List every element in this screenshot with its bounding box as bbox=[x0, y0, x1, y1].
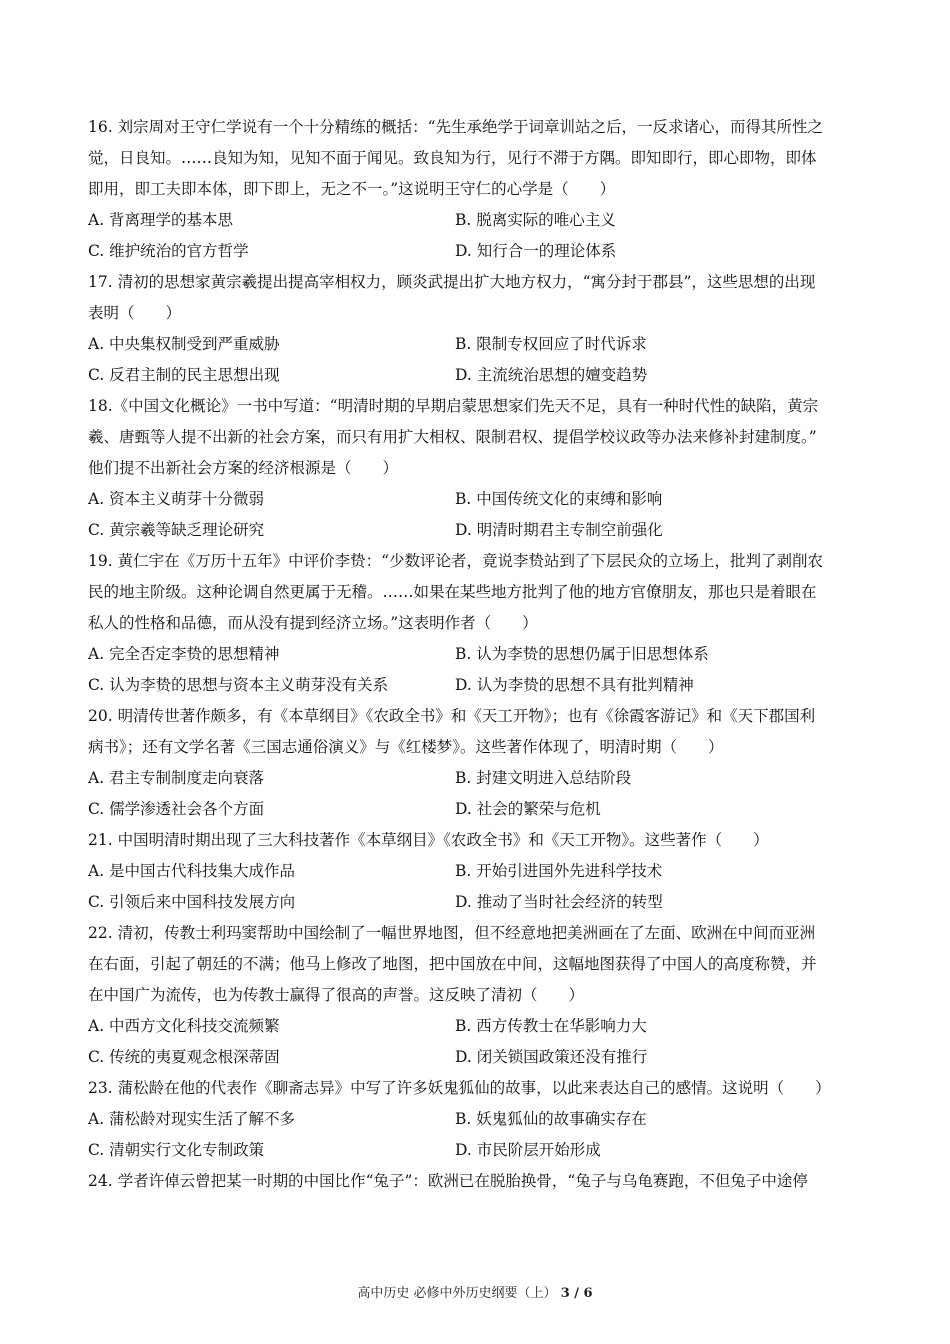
option-b[interactable]: B. 中国传统文化的束缚和影响 bbox=[455, 490, 663, 508]
option-b[interactable]: B. 西方传教士在华影响力大 bbox=[455, 1017, 647, 1035]
option-c[interactable]: C. 传统的夷夏观念根深蒂固 bbox=[88, 1048, 280, 1066]
question-text: 表明（ ） bbox=[88, 304, 182, 322]
options bbox=[88, 1011, 868, 1073]
question-18 bbox=[88, 391, 868, 546]
question-16 bbox=[88, 112, 868, 267]
question-text: 在中国广为流传，也为传教士赢得了很高的声誉。这反映了清初（ ） bbox=[88, 986, 585, 1004]
question-text: 19. 黄仁宇在《万历十五年》中评价李贽：“少数评论者，竟说李贽站到了下层民众的立场上，批判了剥削农 bbox=[88, 552, 824, 570]
option-c[interactable]: C. 黄宗羲等缺乏理论研究 bbox=[88, 521, 265, 539]
option-b[interactable]: B. 妖鬼狐仙的故事确实存在 bbox=[455, 1110, 647, 1128]
option-b[interactable]: B. 限制专权回应了时代诉求 bbox=[455, 335, 647, 353]
question-19 bbox=[88, 546, 868, 701]
option-b[interactable]: B. 封建文明进入总结阶段 bbox=[455, 769, 632, 787]
footer-title: 高中历史 必修中外历史纲要（上） bbox=[357, 1286, 557, 1301]
question-text: 在右面，引起了朝廷的不满；他马上修改了地图，把中国放在中间，这幅地图获得了中国人的高度称赞，并 bbox=[88, 955, 817, 973]
option-d[interactable]: D. 明清时期君主专制空前强化 bbox=[455, 521, 663, 539]
question-list bbox=[88, 112, 868, 1197]
option-d[interactable]: D. 推动了当时社会经济的转型 bbox=[455, 893, 663, 911]
question-text: 22. 清初，传教士利玛窦帮助中国绘制了一幅世界地图，但不经意地把美洲画在了左面、欧洲在中间而亚洲 bbox=[88, 924, 816, 942]
question-text: 他们提不出新社会方案的经济根源是（ ） bbox=[88, 459, 399, 477]
option-b[interactable]: B. 开始引进国外先进科学技术 bbox=[455, 862, 663, 880]
question-23 bbox=[88, 1073, 868, 1166]
question-text: 20. 明清传世著作颇多，有《本草纲目》《农政全书》和《天工开物》；也有《徐霞客游记》和《天下郡国利 bbox=[88, 707, 816, 725]
question-text: 23. 蒲松龄在他的代表作《聊斋志异》中写了许多妖鬼狐仙的故事，以此来表达自己的感情。这说明（ ） bbox=[88, 1079, 831, 1097]
option-d[interactable]: D. 闭关锁国政策还没有推行 bbox=[455, 1048, 648, 1066]
option-c[interactable]: C. 维护统治的官方哲学 bbox=[88, 242, 249, 260]
option-d[interactable]: D. 主流统治思想的嬗变趋势 bbox=[455, 366, 648, 384]
question-20 bbox=[88, 701, 868, 825]
question-17 bbox=[88, 267, 868, 391]
option-a[interactable]: A. 中央集权制受到严重威胁 bbox=[88, 335, 280, 353]
option-a[interactable]: A. 中西方文化科技交流频繁 bbox=[88, 1017, 280, 1035]
options bbox=[88, 1104, 868, 1166]
question-text: 16. 刘宗周对王守仁学说有一个十分精练的概括：“先生承绝学于词章训站之后，一反求诸心，而得其所性之 bbox=[88, 118, 824, 136]
options bbox=[88, 205, 868, 267]
options bbox=[88, 856, 868, 918]
option-b[interactable]: B. 认为李贽的思想仍属于旧思想体系 bbox=[455, 645, 709, 663]
question-text: 17. 清初的思想家黄宗羲提出提高宰相权力，顾炎武提出扩大地方权力，“寓分封于郡县”，这些思想的出现 bbox=[88, 273, 816, 291]
option-d[interactable]: D. 市民阶层开始形成 bbox=[455, 1141, 601, 1159]
question-22 bbox=[88, 918, 868, 1073]
question-text: 觉，日良知。……良知为知，见知不面于闻见。致良知为行，见行不滞于方隅。即知即行，即心即物，即体 bbox=[88, 149, 817, 167]
option-c[interactable]: C. 儒学渗透社会各个方面 bbox=[88, 800, 265, 818]
option-b[interactable]: B. 脱离实际的唯心主义 bbox=[455, 211, 616, 229]
option-a[interactable]: A. 是中国古代科技集大成作品 bbox=[88, 862, 296, 880]
option-a[interactable]: A. 完全否定李贽的思想精神 bbox=[88, 645, 280, 663]
page-footer bbox=[0, 1282, 950, 1301]
question-text: 私人的性格和品德，而从没有提到经济立场。”这表明作者（ ） bbox=[88, 614, 538, 632]
question-text: 24. 学者许倬云曾把某一时期的中国比作“兔子”：欧洲已在脱胎换骨，“兔子与乌龟赛跑，不但兔子中途停 bbox=[88, 1172, 808, 1190]
option-a[interactable]: A. 背离理学的基本思 bbox=[88, 211, 234, 229]
question-text: 病书》；还有文学名著《三国志通俗演义》与《红楼梦》。这些著作体现了，明清时期（ ） bbox=[88, 738, 724, 756]
option-d[interactable]: D. 社会的繁荣与危机 bbox=[455, 800, 601, 818]
page-number: 3 / 6 bbox=[560, 1286, 593, 1301]
question-text: 即用，即工夫即本体，即下即上，无之不一。”这说明王守仁的心学是（ ） bbox=[88, 180, 616, 198]
question-24 bbox=[88, 1166, 868, 1197]
question-text: 羲、唐甄等人提不出新的社会方案，而只有用扩大相权、限制君权、提倡学校议政等办法来修补封建制度。” bbox=[88, 428, 817, 446]
options bbox=[88, 329, 868, 391]
option-c[interactable]: C. 引领后来中国科技发展方向 bbox=[88, 893, 296, 911]
question-21 bbox=[88, 825, 868, 918]
option-c[interactable]: C. 反君主制的民主思想出现 bbox=[88, 366, 280, 384]
option-d[interactable]: D. 知行合一的理论体系 bbox=[455, 242, 617, 260]
option-a[interactable]: A. 君主专制制度走向衰落 bbox=[88, 769, 265, 787]
options bbox=[88, 763, 868, 825]
options bbox=[88, 639, 868, 701]
option-c[interactable]: C. 认为李贽的思想与资本主义萌芽没有关系 bbox=[88, 676, 389, 694]
question-text: 21. 中国明清时期出现了三大科技著作《本草纲目》《农政全书》和《天工开物》。这些著作（ ） bbox=[88, 831, 769, 849]
option-a[interactable]: A. 蒲松龄对现实生活了解不多 bbox=[88, 1110, 296, 1128]
options bbox=[88, 484, 868, 546]
question-text: 18.《中国文化概论》一书中写道：“明清时期的早期启蒙思想家们先天不足，具有一种时代性的缺陷，黄宗 bbox=[88, 397, 819, 415]
question-text: 民的地主阶级。这种论调自然更属于无稽。……如果在某些地方批判了他的地方官僚朋友，那也只是着眼在 bbox=[88, 583, 817, 601]
option-a[interactable]: A. 资本主义萌芽十分微弱 bbox=[88, 490, 265, 508]
option-d[interactable]: D. 认为李贽的思想不具有批判精神 bbox=[455, 676, 694, 694]
option-c[interactable]: C. 清朝实行文化专制政策 bbox=[88, 1141, 265, 1159]
